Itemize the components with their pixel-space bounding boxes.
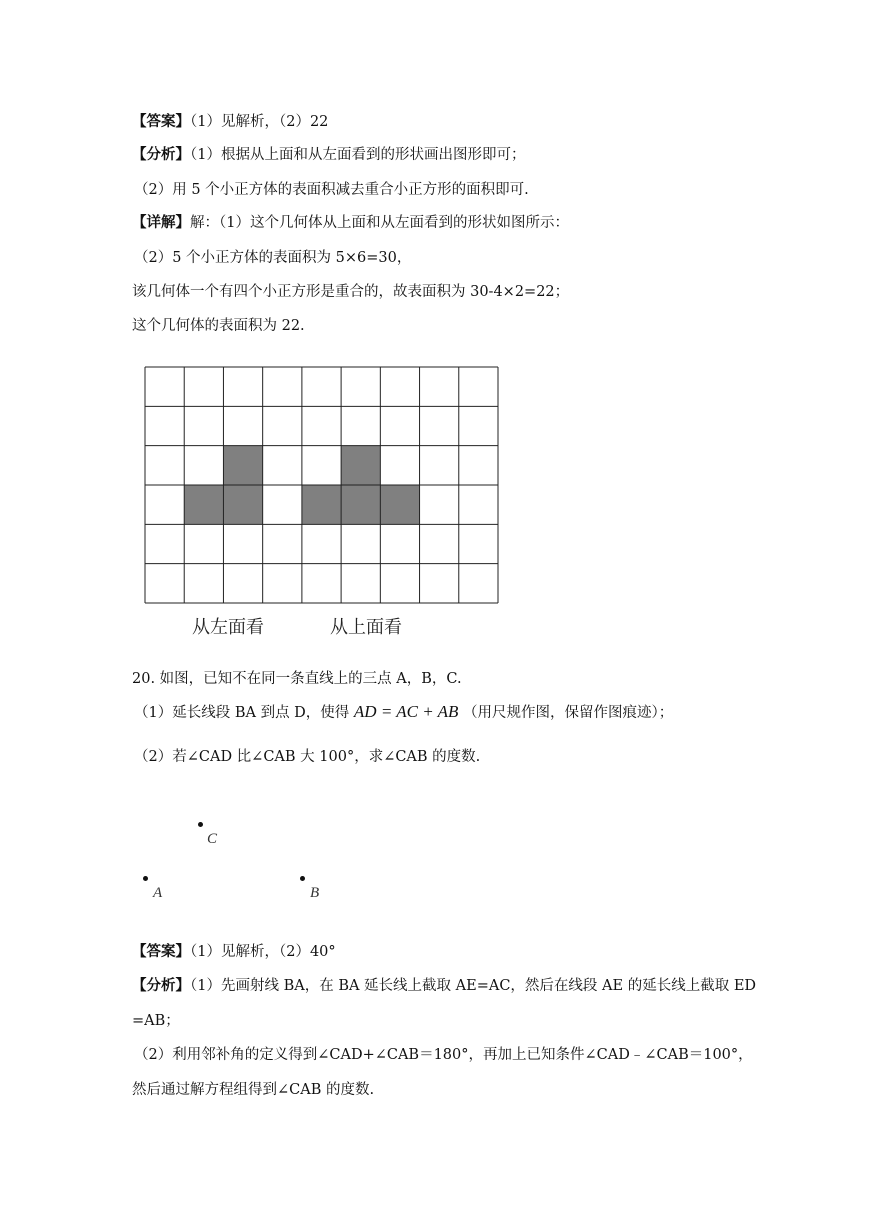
top-view-caption: 从上面看 xyxy=(330,617,402,638)
question-20-part1 xyxy=(134,702,673,723)
answer-tag: 【答案】 xyxy=(132,113,190,130)
point-c-label: C xyxy=(207,831,218,847)
detail-line-4: 这个几何体的表面积为 22. xyxy=(132,318,305,334)
analysis-20-tag: 【分析】 xyxy=(132,977,190,994)
point-a-label: A xyxy=(153,885,163,901)
analysis-20-line-2: （2）利用邻补角的定义得到∠CAD+∠CAB＝180°，再加上已知条件∠CAD﹣∠CAB＝100°， xyxy=(134,1047,753,1063)
detail-line-1 xyxy=(132,213,569,233)
part1-suffix: （用尺规作图，保留作图痕迹）； xyxy=(463,705,674,721)
analysis-20-line-3: 然后通过解方程组得到∠CAB 的度数. xyxy=(132,1082,375,1098)
detail-text-1: 解：（1）这个几何体从上面和从左面看到的形状如图所示： xyxy=(190,215,569,231)
question-20-part2: （2）若∠CAD 比∠CAB 大 100°，求∠CAB 的度数. xyxy=(134,749,481,765)
answer-20-text: （1）见解析，（2）40° xyxy=(190,944,336,960)
answer-text: （1）见解析，（2）22 xyxy=(190,114,329,130)
detail-tag: 【详解】 xyxy=(132,214,190,231)
analysis-tag: 【分析】 xyxy=(132,146,190,163)
shaded-cell xyxy=(341,446,380,485)
point-b-label: B xyxy=(310,885,320,901)
analysis-text-1: （1）根据从上面和从左面看到的形状画出图形即可； xyxy=(190,147,526,163)
part1-prefix: （1）延长线段 BA 到点 D，使得 xyxy=(134,705,350,721)
analysis-line-1 xyxy=(132,145,525,165)
shaded-cell xyxy=(223,446,262,485)
answer-20-line xyxy=(132,942,336,962)
shaded-cell xyxy=(302,485,341,524)
analysis-line-2: （2）用 5 个小正方体的表面积减去重合小正方形的面积即可. xyxy=(134,182,529,198)
analysis-20-line-1b: =AB； xyxy=(132,1013,180,1029)
question-20-stem: 20. 如图，已知不在同一条直线上的三点 A，B，C. xyxy=(132,671,462,687)
answer-20-tag: 【答案】 xyxy=(132,943,190,960)
detail-line-2: （2）5 个小正方体的表面积为 5×6=30， xyxy=(134,250,412,266)
analysis-20-text-1: （1）先画射线 BA，在 BA 延长线上截取 AE=AC，然后在线段 AE 的延长线上截取 ED xyxy=(190,978,757,994)
point-c-dot xyxy=(198,822,203,827)
shaded-cell xyxy=(184,485,223,524)
point-b-dot xyxy=(300,876,305,881)
analysis-20-line-1 xyxy=(132,976,756,996)
answer-line xyxy=(132,112,328,132)
shaded-cell xyxy=(223,485,262,524)
left-view-caption: 从左面看 xyxy=(192,617,264,638)
shaded-cell xyxy=(341,485,380,524)
part1-equation: AD = AC + AB xyxy=(353,702,459,721)
shaded-cell xyxy=(380,485,419,524)
view-grid-figure xyxy=(144,366,499,604)
detail-line-3: 该几何体一个有四个小正方形是重合的，故表面积为 30-4×2=22； xyxy=(132,284,570,300)
point-a-dot xyxy=(143,876,148,881)
